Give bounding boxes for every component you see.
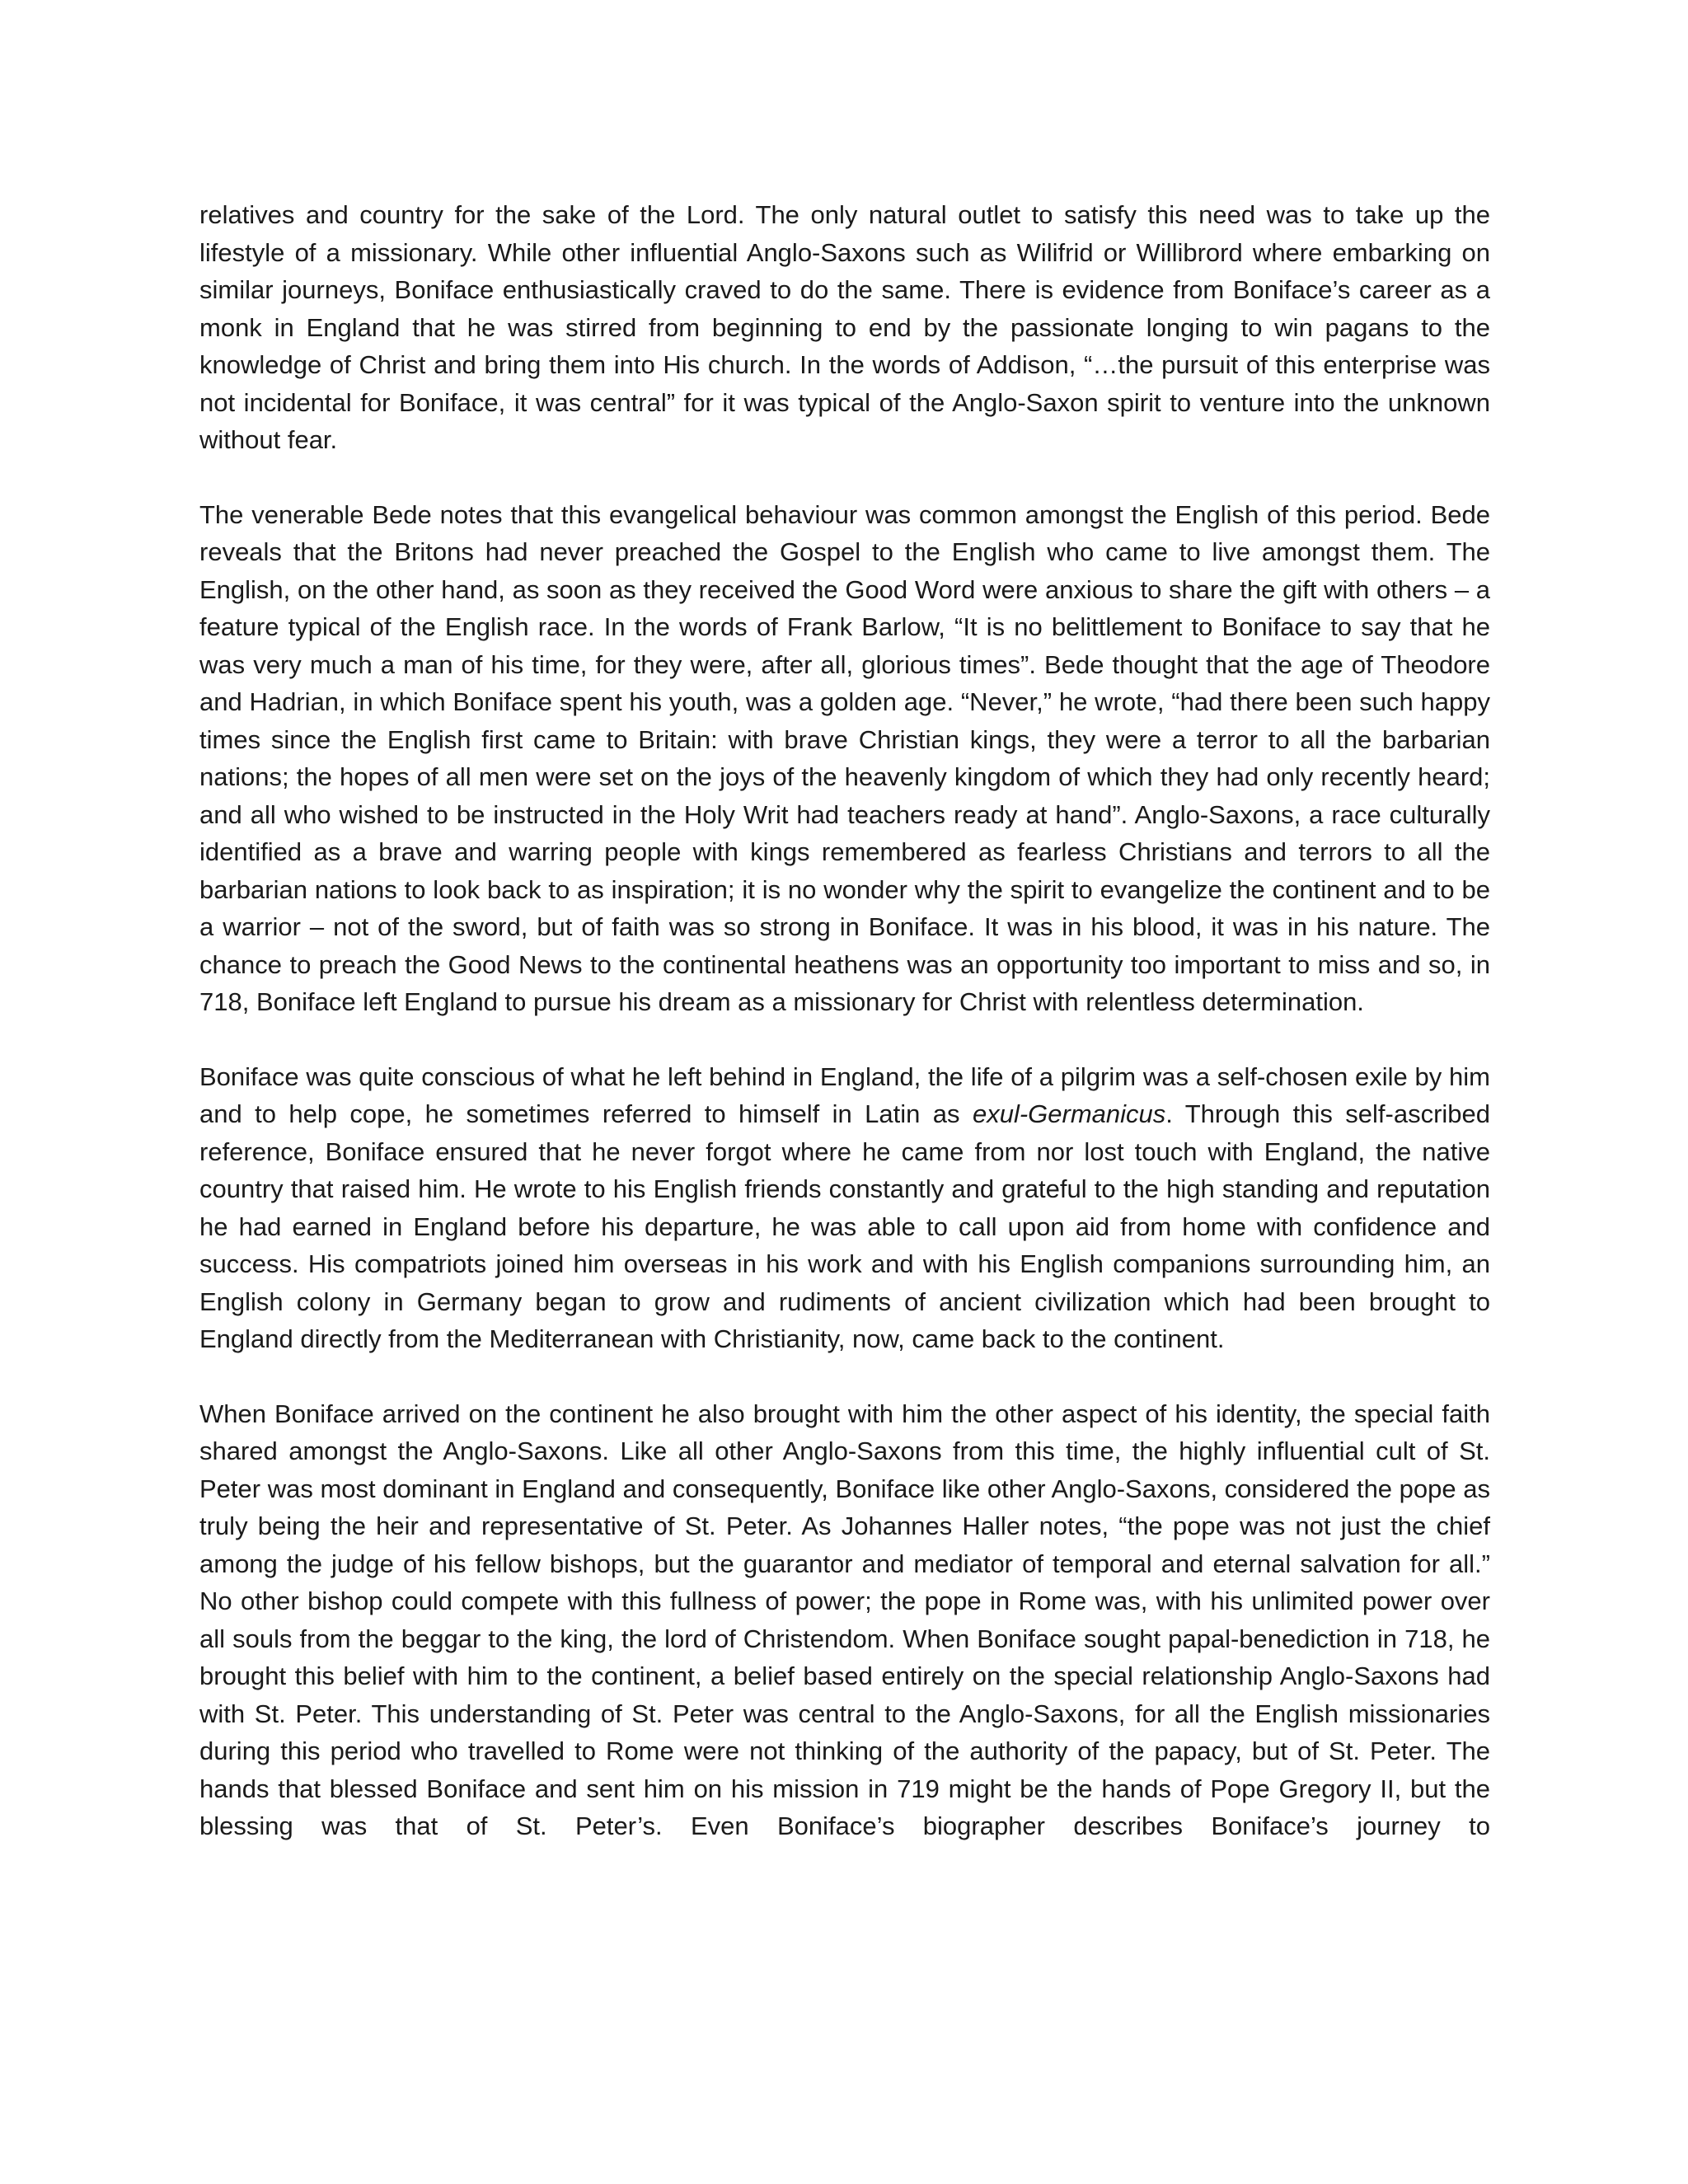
paragraph-1-text: relatives and country for the sake of the Lord. The only natural outlet to satisfy this need was to take up the lifestyle of a missionary. While other influential Anglo-Saxons such as Wilifrid or Willibrord where embarking on similar journeys, Boniface enthusiastically craved to do the same. There is evidence from Boniface’s career as a monk in England that he was stirred from beginning to end by the passionate longing to win pagans to the knowledge of Christ and bring them into His church. In the words of Addison, “…the pursuit of this enterprise was not incidental for Boniface, it was central” for it was typical of the Anglo-Saxon spirit to venture into the unknown without fear. [199,200,1490,454]
paragraph-3 [199,1058,1490,1358]
paragraph-3-italic-term: exul-Germanicus [972,1099,1166,1128]
paragraph-3-text-after: . Through this self-ascribed reference, Boniface ensured that he never forgot where he came from nor lost touch with England, the native country that raised him. He wrote to his English friends constantly and grateful to the high standing and reputation he had earned in England before his departure, he was able to call upon aid from home with confidence and success. His compatriots joined him overseas in his work and with his English companions surrounding him, an English colony in Germany began to grow and rudiments of ancient civilization which had been brought to England directly from the Mediterranean with Christianity, now, came back to the continent. [199,1099,1491,1353]
paragraph-2 [199,496,1490,1021]
paragraph-4-text: When Boniface arrived on the continent he also brought with him the other aspect of his identity, the special faith shared amongst the Anglo-Saxons. Like all other Anglo-Saxons from this time, the highly influential cult of St. Peter was most dominant in England and consequently, Boniface like other Anglo-Saxons, considered the pope as truly being the heir and representative of St. Peter. As Johannes Haller notes, “the pope was not just the chief among the judge of his fellow bishops, but the guarantor and mediator of temporal and eternal salvation for all.” No other bishop could compete with this fullness of power; the pope in Rome was, with his unlimited power over all souls from the beggar to the king, the lord of Christendom. When Boniface sought papal-benediction in 718, he brought this belief with him to the continent, a belief based entirely on the special relationship Anglo-Saxons had with St. Peter. This understanding of St. Peter was central to the Anglo-Saxons, for all the English missionaries during this period who travelled to Rome were not thinking of the authority of the papacy, but of St. Peter. The hands that blessed Boniface and sent him on his mission in 719 might be the hands of Pope Gregory II, but the blessing was that of St. Peter’s. Even Boniface’s biographer describes Boniface’s journey to [199,1399,1490,1840]
paragraph-2-text: The venerable Bede notes that this evangelical behaviour was common amongst the English of this period. Bede reveals that the Britons had never preached the Gospel to the English who came to live amongst them. The English, on the other hand, as soon as they received the Good Word were anxious to share the gift with others – a feature typical of the English race. In the words of Frank Barlow, “It is no belittlement to Boniface to say that he was very much a man of his time, for they were, after all, glorious times”. Bede thought that the age of Theodore and Hadrian, in which Boniface spent his youth, was a golden age. “Never,” he wrote, “had there been such happy times since the English first came to Britain: with brave Christian kings, they were a terror to all the barbarian nations; the hopes of all men were set on the joys of the heavenly kingdom of which they had only recently heard; and all who wished to be instructed in the Holy Writ had teachers ready at hand”. Anglo-Saxons, a race culturally identified as a brave and warring people with kings remembered as fearless Christians and terrors to all the barbarian nations to look back to as inspiration; it is no wonder why the spirit to evangelize the continent and to be a warrior – not of the sword, but of faith was so strong in Boniface. It was in his blood, it was in his nature. The chance to preach the Good News to the continental heathens was an opportunity too important to miss and so, in 718, Boniface left England to pursue his dream as a missionary for Christ with relentless determination. [199,499,1490,1016]
paragraph-3-text-before: Boniface was quite conscious of what he left behind in England, the life of a pilgrim was a self-chosen exile by him and to help cope, he sometimes referred to himself in Latin as [199,1062,1490,1128]
paragraph-1 [199,196,1490,459]
body-text [199,196,1490,1882]
paragraph-4 [199,1395,1490,1845]
